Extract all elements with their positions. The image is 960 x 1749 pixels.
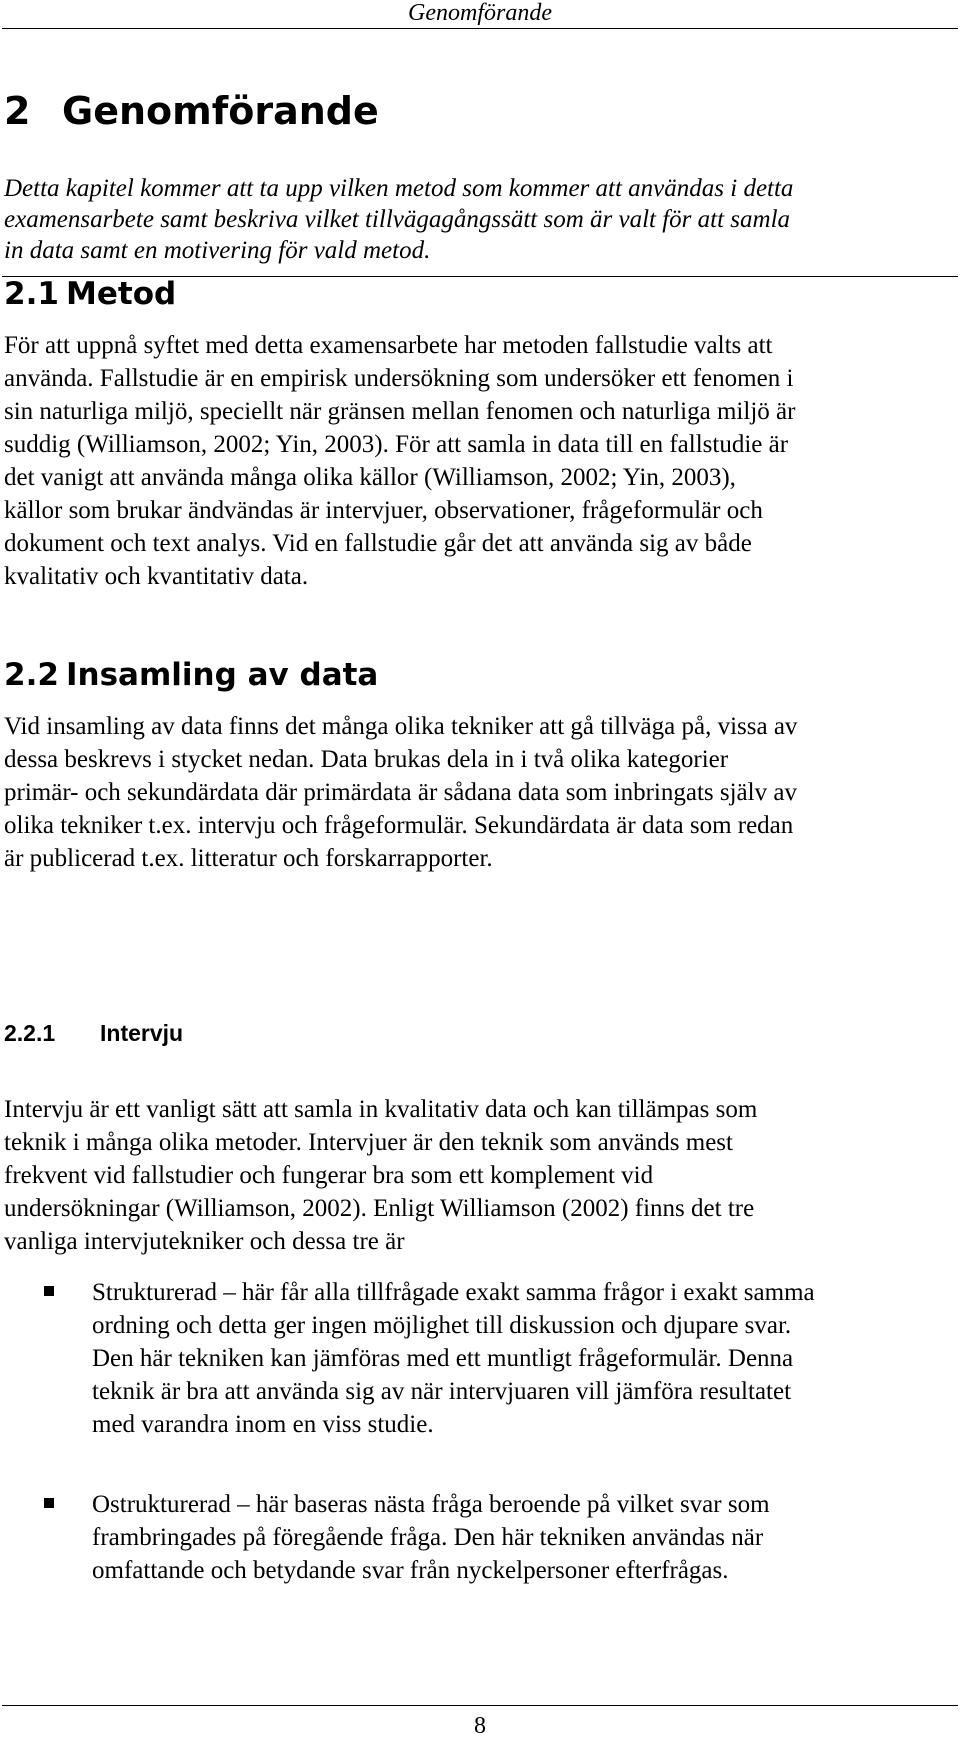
running-header: Genomförande <box>408 0 552 26</box>
section-title: Insamling av data <box>66 657 379 693</box>
text-line: frambringades på föregående fråga. Den här tekniken användas när <box>92 1524 764 1551</box>
list-item-text <box>92 1276 958 1441</box>
square-bullet-icon <box>44 1498 54 1508</box>
chapter-title: Genomförande <box>62 89 379 133</box>
text-line: sin naturliga miljö, speciellt när gränsen mellan fenomen och naturliga miljö är <box>4 398 796 425</box>
text-line: frekvent vid fallstudier och fungerar bra som ett komplement vid <box>4 1162 654 1189</box>
text-line: teknik i många olika metoder. Intervjuer är den teknik som används mest <box>4 1129 733 1156</box>
text-line: teknik är bra att använda sig av när intervjuaren vill jämföra resultatet <box>92 1378 792 1405</box>
intro-line: Detta kapitel kommer att ta upp vilken metod som kommer att användas i detta <box>4 175 794 202</box>
text-line: olika tekniker t.ex. intervju och frågeformulär. Sekundärdata är data som redan <box>4 812 794 839</box>
text-line: dessa beskrevs i stycket nedan. Data brukas dela in i två olika kategorier <box>4 746 729 773</box>
subsection-number: 2.2.1 <box>4 1020 56 1046</box>
text-line: Ostrukturerad – här baseras nästa fråga beroende på vilket svar som <box>92 1491 770 1518</box>
square-bullet-icon <box>44 1286 54 1296</box>
text-line: För att uppnå syftet med detta examensarbete har metoden fallstudie valts att <box>4 332 773 359</box>
section-heading-metod <box>4 274 176 314</box>
section-number: 2.2 <box>4 657 59 693</box>
text-line: ordning och detta ger ingen möjlighet till diskussion och djupare svar. <box>92 1312 792 1339</box>
text-line: det vanigt att använda många olika källor (Williamson, 2002; Yin, 2003), <box>4 464 736 491</box>
text-line: primär- och sekundärdata där primärdata är sådana data som inbringats själv av <box>4 779 797 806</box>
subsection-heading-intervju <box>4 1018 183 1048</box>
text-line: källor som brukar ändvändas är intervjuer, observationer, frågeformulär och <box>4 497 763 524</box>
text-line: Den här tekniken kan jämföras med ett muntligt frågeformulär. Denna <box>92 1345 794 1372</box>
paragraph-metod <box>4 329 956 593</box>
section-number: 2.1 <box>4 276 59 312</box>
intro-line: examensarbete samt beskriva vilket tillvägagångssätt som är valt för att samla <box>4 206 791 233</box>
text-line: Vid insamling av data finns det många olika tekniker att gå tillväga på, vissa av <box>4 713 798 740</box>
paragraph-intervju <box>4 1093 956 1258</box>
text-line: dokument och text analys. Vid en fallstudie går det att använda sig av både <box>4 530 752 557</box>
text-line: Intervju är ett vanligt sätt att samla in kvalitativ data och kan tillämpas som <box>4 1096 758 1123</box>
list-item-text <box>92 1488 958 1587</box>
chapter-heading <box>4 88 379 134</box>
paragraph-insamling <box>4 710 956 875</box>
text-line: använda. Fallstudie är en empirisk undersökning som undersöker ett fenomen i <box>4 365 794 392</box>
section-title: Metod <box>66 276 177 312</box>
chapter-intro <box>4 173 956 266</box>
header-divider <box>2 28 958 29</box>
page-number: 8 <box>474 1713 486 1739</box>
chapter-number: 2 <box>4 89 31 133</box>
text-line: undersökningar (Williamson, 2002). Enligt Williamson (2002) finns det tre <box>4 1195 755 1222</box>
text-line: är publicerad t.ex. litteratur och forskarrapporter. <box>4 845 493 872</box>
text-line: Strukturerad – här får alla tillfrågade exakt samma frågor i exakt samma <box>92 1279 815 1306</box>
text-line: suddig (Williamson, 2002; Yin, 2003). För att samla in data till en fallstudie är <box>4 431 789 458</box>
text-line: omfattande och betydande svar från nyckelpersoner efterfrågas. <box>92 1557 729 1584</box>
text-line: med varandra inom en viss studie. <box>92 1411 434 1438</box>
footer-divider <box>2 1705 958 1706</box>
subsection-title: Intervju <box>100 1020 184 1046</box>
intro-line: in data samt en motivering för vald metod. <box>4 237 431 264</box>
text-line: kvalitativ och kvantitativ data. <box>4 563 309 590</box>
section-heading-insamling <box>4 655 378 695</box>
text-line: vanliga intervjutekniker och dessa tre är <box>4 1228 405 1255</box>
